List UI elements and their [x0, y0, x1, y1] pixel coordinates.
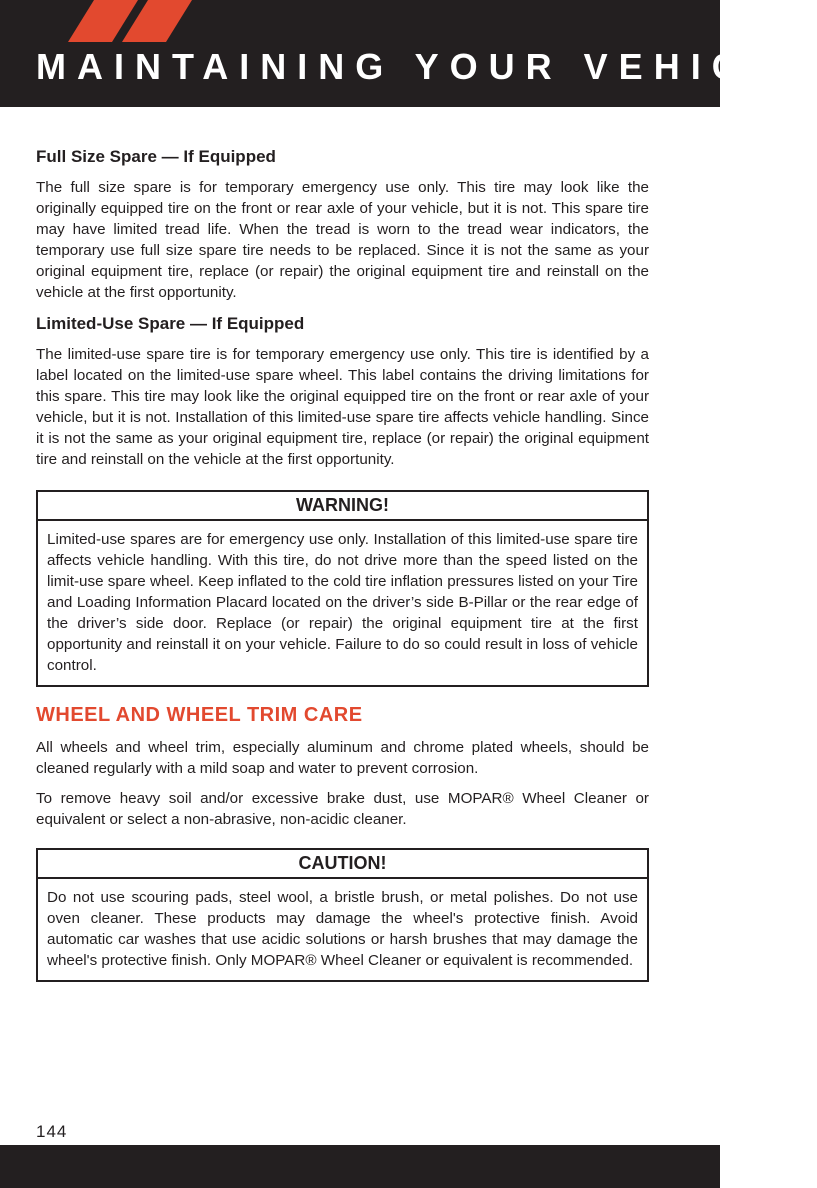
page-footer-bar: [0, 1145, 720, 1188]
full-size-spare-heading: Full Size Spare — If Equipped: [36, 147, 276, 166]
caution-body: [38, 879, 647, 980]
caution-text: Do not use scouring pads, steel wool, a bristle brush, or metal polishes. Do not use oven cleaner. These products may damage the wheel's protective finish. Avoid automatic car washes that use acidic solutions or harsh brushes that may damage the wheel's protective finish. Only MOPAR® Wheel Cleaner or equivalent is recommended.: [47, 889, 638, 969]
limited-use-spare-heading: Limited-Use Spare — If Equipped: [36, 314, 305, 333]
limited-use-spare-paragraph: The limited-use spare tire is for temporary emergency use only. This tire is identified by a label located on the limited-use spare wheel. This label contains the driving limitations for this spare. This tire may look like the original equipped tire on the front or rear axle of your vehicle, but it is not. Installation of this limited-use spare tire affects vehicle handling. Since it is not the same as your original equipment tire, replace (or repair) the original equipment tire and reinstall on the vehicle at the first opportunity.: [36, 346, 649, 468]
wheel-trim-care-title: WHEEL AND WHEEL TRIM CARE: [36, 704, 363, 726]
caution-title: CAUTION!: [38, 850, 647, 879]
warning-body: [38, 521, 647, 685]
warning-title: WARNING!: [38, 492, 647, 521]
page-title: MAINTAINING YOUR VEHICLE: [36, 46, 817, 87]
caution-box: [36, 848, 649, 982]
warning-text: Limited-use spares are for emergency use only. Installation of this limited-use spare tire affects vehicle handling. With this tire, do not drive more than the speed listed on the limit-use spare wheel. Keep inflated to the cold tire inflation pressures listed on your Tire and Loading Information Placard located on the driver’s side B-Pillar or the rear edge of the driver’s side door. Replace (or repair) the original equipment tire at the first opportunity and reinstall it on your vehicle. Failure to do so could result in loss of vehicle control.: [47, 531, 638, 674]
warning-box: [36, 490, 649, 687]
page-content: [36, 145, 649, 982]
full-size-spare-paragraph: The full size spare is for temporary emergency use only. This tire may look like the originally equipped tire on the front or rear axle of your vehicle, but it is not. This spare tire may have limited tread life. When the tread is worn to the tread wear indicators, the temporary use full size spare tire needs to be replaced. Since it is not the same as your original equipment tire, replace (or repair) the original equipment tire and reinstall on the vehicle at the first opportunity.: [36, 179, 649, 301]
page-number: 144: [36, 1122, 68, 1141]
page-header: [0, 0, 817, 107]
wheel-trim-care-paragraph-2: To remove heavy soil and/or excessive brake dust, use MOPAR® Wheel Cleaner or equivalent or select a non-abrasive, non-acidic cleaner.: [36, 790, 649, 828]
wheel-trim-care-paragraph-1: All wheels and wheel trim, especially aluminum and chrome plated wheels, should be cleaned regularly with a mild soap and water to prevent corrosion.: [36, 739, 649, 777]
